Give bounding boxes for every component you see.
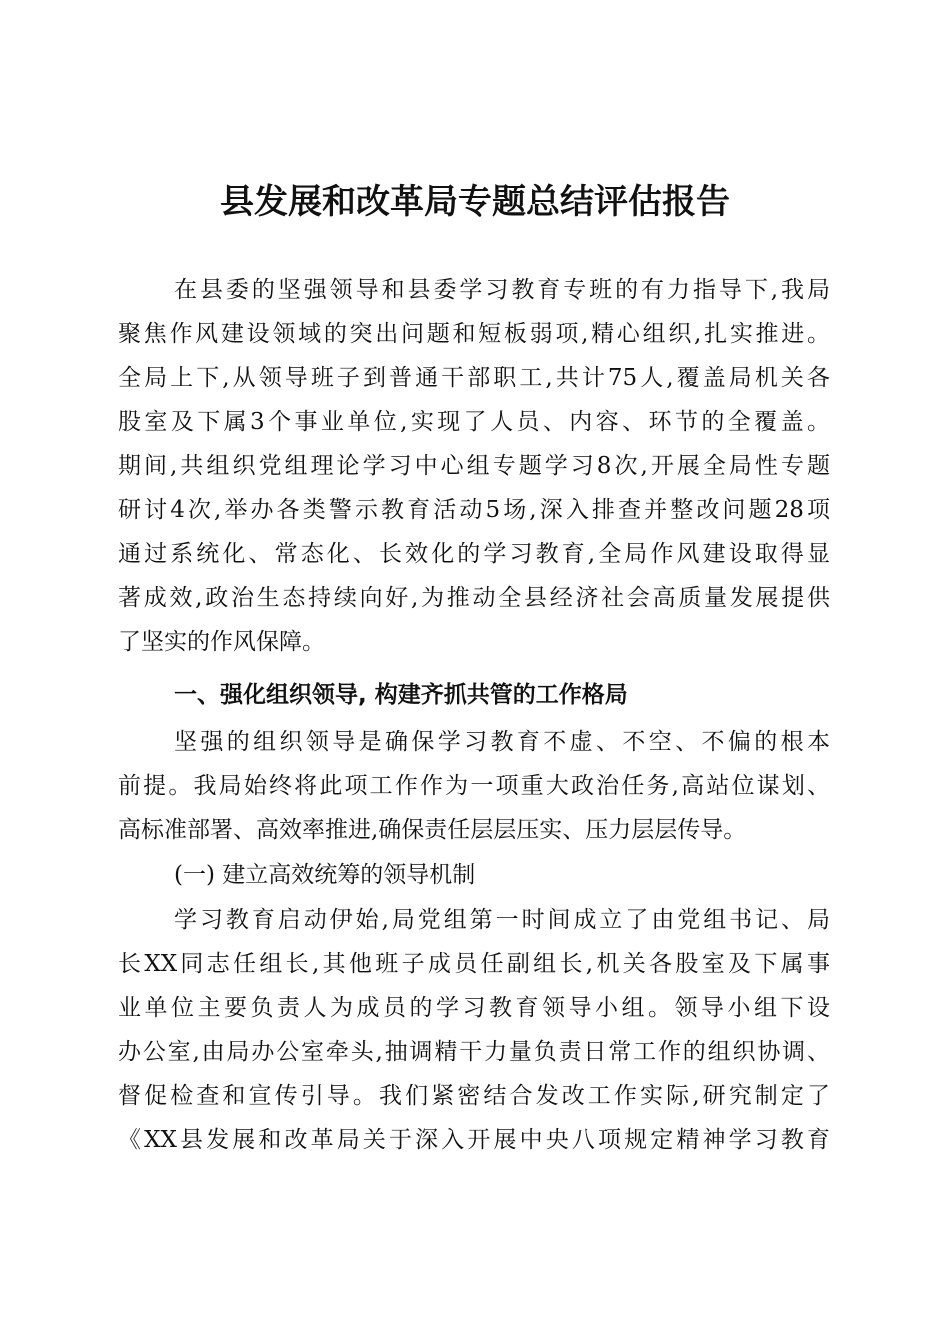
paragraph-line: 《XX县发展和改革局关于深入开展中央八项规定精神学习教育 <box>118 1127 830 1153</box>
paragraph-line: 著成效,政治生态持续向好,为推动全县经济社会高质量发展提供 <box>118 585 830 611</box>
paragraph-line: 督促检查和宣传引导。我们紧密结合发改工作实际,研究制定了 <box>118 1083 830 1109</box>
paragraph-line: 通过系统化、常态化、长效化的学习教育,全局作风建设取得显 <box>118 541 830 567</box>
paragraph-line: 聚焦作风建设领域的突出问题和短板弱项,精心组织,扎实推进。 <box>118 321 830 347</box>
paragraph-line: 学习教育启动伊始,局党组第一时间成立了由党组书记、局 <box>174 907 830 933</box>
paragraph-line: 研讨4次,举办各类警示教育活动5场,深入排查并整改问题28项 <box>118 497 830 523</box>
document-title: 县发展和改革局专题总结评估报告 <box>220 182 730 222</box>
paragraph-line: 期间,共组织党组理论学习中心组专题学习8次,开展全局性专题 <box>118 453 830 479</box>
document-body <box>118 268 830 1168</box>
subsection-heading: (一) 建立高效统筹的领导机制 <box>174 862 476 888</box>
paragraph-line: 业单位主要负责人为成员的学习教育领导小组。领导小组下设 <box>118 995 830 1021</box>
paragraph-line: 全局上下,从领导班子到普通干部职工,共计75人,覆盖局机关各 <box>118 365 830 391</box>
paragraph-line: 高标准部署、高效率推进,确保责任层层压实、压力层层传导。 <box>118 817 747 843</box>
paragraph-line: 坚强的组织领导是确保学习教育不虚、不空、不偏的根本 <box>174 729 830 755</box>
paragraph-line: 办公室,由局办公室牵头,抽调精干力量负责日常工作的组织协调、 <box>118 1039 830 1065</box>
paragraph-line: 在县委的坚强领导和县委学习教育专班的有力指导下,我局 <box>174 277 830 303</box>
paragraph-line: 长XX同志任组长,其他班子成员任副组长,机关各股室及下属事 <box>118 951 830 977</box>
section-heading: 一、强化组织领导, 构建齐抓共管的工作格局 <box>174 682 628 708</box>
paragraph-line: 了坚实的作风保障。 <box>118 629 325 655</box>
paragraph-line: 股室及下属3个事业单位,实现了人员、内容、环节的全覆盖。 <box>118 409 830 435</box>
paragraph-line: 前提。我局始终将此项工作作为一项重大政治任务,高站位谋划、 <box>118 773 830 799</box>
